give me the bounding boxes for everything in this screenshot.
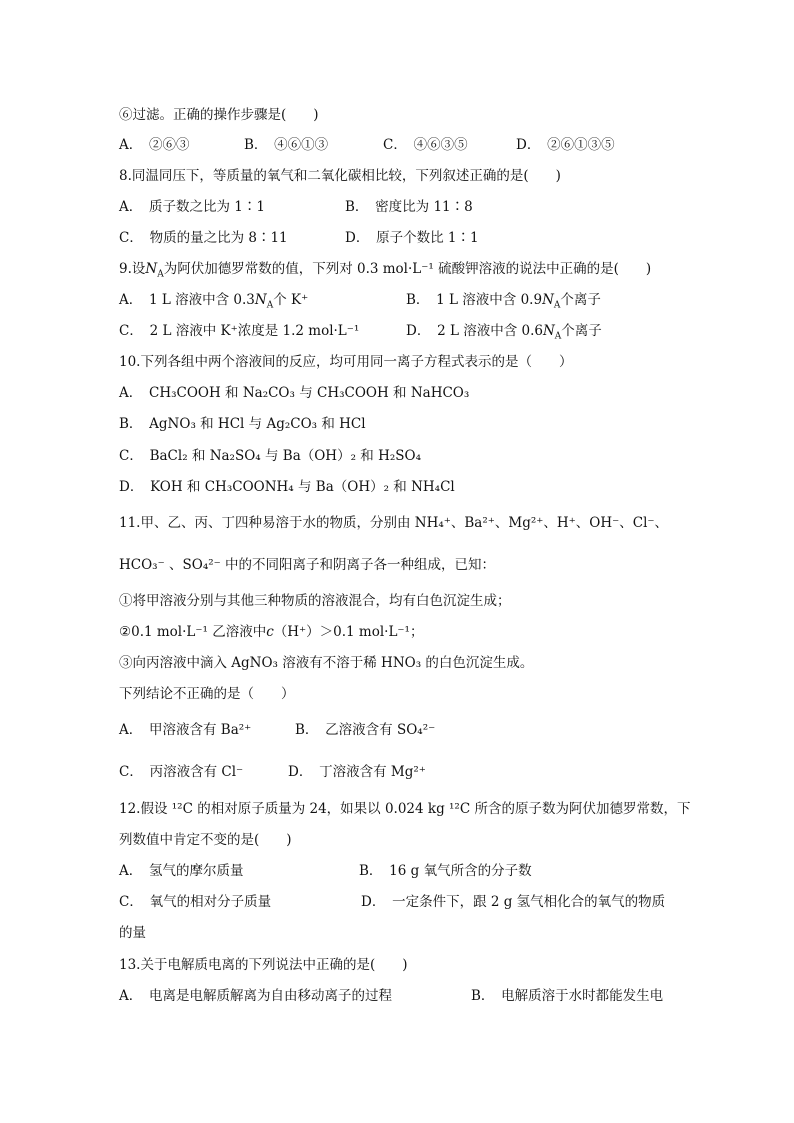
q11-stem-line2: HCO₃⁻ 、SO₄²⁻ 中的不同阳离子和阴离子各一种组成，已知： (119, 557, 496, 573)
q11-option-b: B． 乙溶液含有 SO₄²⁻ (295, 722, 436, 738)
q10-option-b: B． AgNO₃ 和 HCl 与 Ag₂CO₃ 和 HCl (119, 416, 366, 432)
q11-condition-2: ②0.1 mol·L⁻¹ 乙溶液中c（H⁺）＞0.1 mol·L⁻¹； (119, 624, 424, 640)
q9-stem: 9.设$N_A$为阿伏加德罗常数的值，下列对 0.3 mol·L⁻¹ 硫酸钾溶液的说法中正确的是( ) (119, 261, 652, 280)
q7-option-a: A． ②⑥③ (119, 137, 190, 153)
q7-tail: ⑥过滤。正确的操作步骤是( ) (119, 107, 319, 123)
q12-option-b: B． 16 g 氧气所含的分子数 (359, 863, 532, 879)
q11-option-d: D． 丁溶液含有 Mg²⁺ (288, 764, 426, 780)
q11-ask: 下列结论不正确的是（ ） (119, 686, 295, 702)
q9-option-c: C． 2 L 溶液中 K⁺浓度是 1.2 mol·L⁻¹ (119, 323, 360, 339)
q8-option-c: C． 物质的量之比为 8∶11 (119, 230, 288, 246)
q8-option-d: D． 原子个数比 1∶1 (345, 230, 479, 246)
q12-stem-line1: 12.假设 ¹²C 的相对原子质量为 24，如果以 0.024 kg ¹²C 所含的原子数为阿伏加德罗常数，下 (119, 801, 691, 817)
q8-stem: 8.同温同压下，等质量的氧气和二氧化碳相比较，下列叙述正确的是( ) (119, 168, 561, 184)
q9-option-d: D． 2 L 溶液中含 $0.6N_A$个离子 (406, 323, 602, 342)
q11-option-c: C． 丙溶液含有 Cl⁻ (119, 764, 244, 780)
q13-option-a: A． 电离是电解质解离为自由移动离子的过程 (119, 988, 392, 1004)
q8-option-b: B． 密度比为 11∶8 (345, 199, 473, 215)
q10-stem: 10.下列各组中两个溶液间的反应，均可用同一离子方程式表示的是（ ） (119, 354, 573, 370)
q13-option-b: B． 电解质溶于水时都能发生电 (471, 988, 664, 1004)
q12-option-c: C． 氧气的相对分子质量 (119, 894, 272, 910)
q7-option-c: C． ④⑥③⑤ (383, 137, 468, 153)
q7-option-d: D． ②⑥①③⑤ (516, 137, 615, 153)
q12-option-a: A． 氢气的摩尔质量 (119, 863, 244, 879)
q10-option-a: A． CH₃COOH 和 Na₂CO₃ 与 CH₃COOH 和 NaHCO₃ (119, 385, 470, 401)
q9-option-a: A． 1 L 溶液中含 $0.3N_A$个 K⁺ (119, 292, 309, 311)
q12-stem-line2: 列数值中肯定不变的是( ) (119, 832, 292, 848)
q10-option-d: D． KOH 和 CH₃COONH₄ 与 Ba（OH）₂ 和 NH₄Cl (119, 479, 455, 495)
q7-option-b: B． ④⑥①③ (244, 137, 329, 153)
q11-condition-3: ③向丙溶液中滴入 AgNO₃ 溶液有不溶于稀 HNO₃ 的白色沉淀生成。 (119, 655, 534, 671)
q11-condition-1: ①将甲溶液分别与其他三种物质的溶液混合，均有白色沉淀生成； (119, 593, 511, 609)
q12-option-d-cont: 的量 (119, 925, 146, 941)
q11-option-a: A． 甲溶液含有 Ba²⁺ (119, 722, 252, 738)
q10-option-c: C． BaCl₂ 和 Na₂SO₄ 与 Ba（OH）₂ 和 H₂SO₄ (119, 448, 421, 464)
q9-option-b: B． 1 L 溶液中含 $0.9N_A$个离子 (406, 292, 601, 311)
q13-stem: 13.关于电解质电离的下列说法中正确的是( ) (119, 957, 408, 973)
q12-option-d: D． 一定条件下，跟 2 g 氢气相化合的氧气的物质 (361, 894, 666, 910)
q11-stem-line1: 11.甲、乙、丙、丁四种易溶于水的物质，分别由 NH₄⁺、Ba²⁺、Mg²⁺、H⁺、OH⁻、Cl⁻、 (119, 515, 669, 531)
q8-option-a: A． 质子数之比为 1∶1 (119, 199, 265, 215)
